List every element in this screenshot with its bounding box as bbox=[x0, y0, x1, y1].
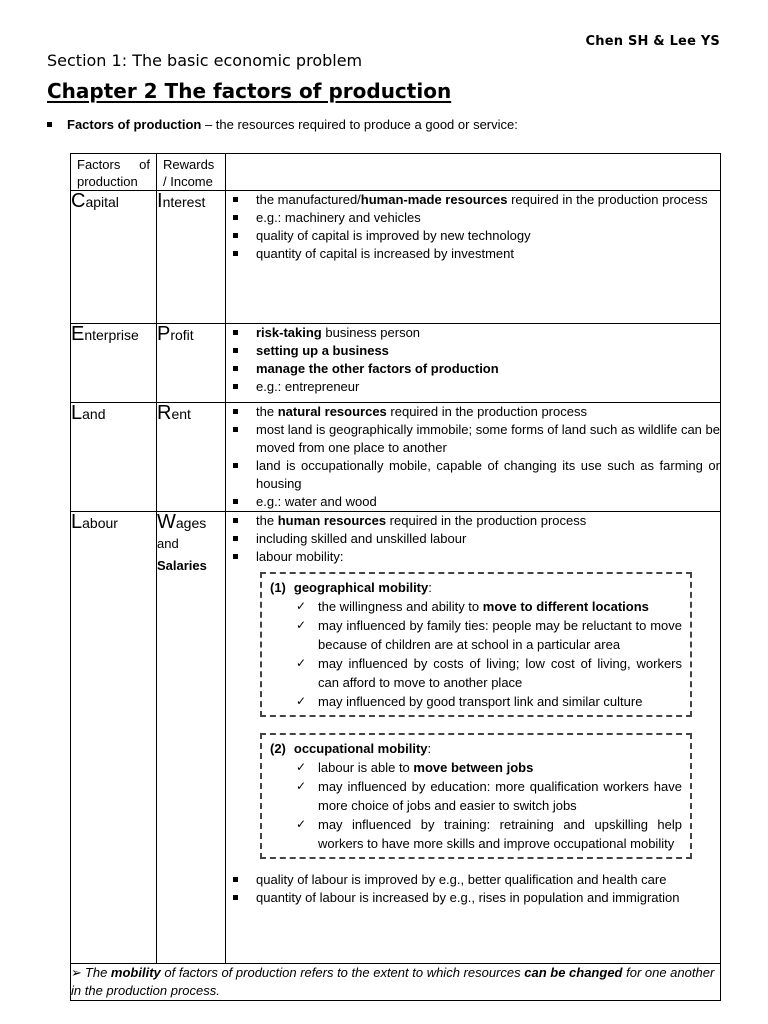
factor-rest: abour bbox=[82, 515, 118, 531]
factor-initial: C bbox=[71, 190, 86, 212]
list-item: ✓ labour is able to move between jobs bbox=[318, 758, 690, 777]
list-item: e.g.: machinery and vehicles bbox=[226, 209, 720, 227]
list-item: quality of capital is improved by new technology bbox=[226, 227, 720, 245]
table-row-enterprise bbox=[71, 324, 721, 403]
chapter-title: Chapter 2 The factors of production bbox=[47, 79, 452, 103]
list-item: ✓ may influenced by good transport link and similar culture bbox=[318, 692, 690, 711]
factor-initial: E bbox=[71, 323, 85, 345]
factor-rest: apital bbox=[85, 194, 119, 210]
reward-and: and bbox=[157, 536, 179, 551]
list-item: labour mobility: bbox=[226, 548, 720, 566]
list-item: quantity of capital is increased by investment bbox=[226, 245, 720, 263]
labour-description bbox=[226, 512, 721, 964]
header-factors-line1: Factors of bbox=[77, 157, 150, 172]
list-item: quality of labour is improved by e.g., better qualification and health care bbox=[226, 871, 720, 889]
enterprise-description bbox=[226, 324, 721, 403]
reward-salaries: Salaries bbox=[157, 558, 207, 573]
author-names: Chen SH & Lee YS bbox=[585, 34, 720, 49]
list-item: ✓ may influenced by training: retraining and upskilling help workers to have more skills and improve occupational mobility bbox=[318, 815, 690, 853]
list-item: land is occupationally mobile, capable of changing its use such as farming or housing bbox=[226, 457, 720, 493]
reward-rest: rofit bbox=[170, 327, 194, 343]
table-note-row bbox=[71, 964, 721, 1001]
table-row-land bbox=[71, 403, 721, 512]
header-factors bbox=[71, 154, 157, 191]
reward-initial: R bbox=[157, 402, 172, 424]
geographical-mobility-title: (1) geographical mobility: bbox=[270, 580, 432, 595]
reward-rent bbox=[157, 403, 226, 512]
factor-initial: L bbox=[71, 511, 83, 533]
reward-rest: ent bbox=[171, 406, 191, 422]
header-rewards bbox=[157, 154, 226, 191]
reward-initial: W bbox=[157, 511, 176, 533]
factor-enterprise bbox=[71, 324, 157, 403]
header-rewards-line2: / Income bbox=[163, 174, 213, 189]
table-header-row bbox=[71, 154, 721, 191]
reward-initial: I bbox=[157, 190, 163, 212]
header-factors-line2: production bbox=[77, 174, 138, 189]
list-item: setting up a business bbox=[226, 342, 720, 360]
list-item: including skilled and unskilled labour bbox=[226, 530, 720, 548]
header-rewards-line1: Rewards bbox=[163, 157, 215, 172]
occupational-mobility-box bbox=[260, 733, 692, 859]
reward-rest: nterest bbox=[162, 194, 206, 210]
list-item: e.g.: entrepreneur bbox=[226, 378, 720, 396]
list-item: ✓ may influenced by costs of living; low cost of living, workers can afford to move to another place bbox=[318, 654, 690, 692]
list-item: the human resources required in the production process bbox=[226, 512, 720, 530]
factor-rest: and bbox=[82, 406, 106, 422]
reward-rest: ages bbox=[175, 515, 207, 531]
factor-rest: nterprise bbox=[84, 327, 139, 343]
factor-capital bbox=[71, 191, 157, 324]
list-item: the manufactured/human-made resources required in the production process bbox=[226, 191, 720, 209]
mobility-note: ➢ The mobility of factors of production refers to the extent to which resources can be changed for one another in the production process. bbox=[71, 964, 721, 1001]
table-row-labour bbox=[71, 512, 721, 964]
geographical-mobility-box bbox=[260, 572, 692, 717]
reward-wages-salaries bbox=[157, 512, 226, 964]
table-row-capital bbox=[71, 191, 721, 324]
intro-line bbox=[47, 117, 518, 132]
factor-labour bbox=[71, 512, 157, 964]
factors-table bbox=[70, 153, 721, 1001]
occupational-mobility-title: (2) occupational mobility: bbox=[270, 741, 432, 756]
arrow-bullet-icon: ➢ bbox=[71, 965, 82, 980]
reward-initial: P bbox=[157, 323, 171, 345]
list-item: ✓ may influenced by family ties: people may be reluctant to move because of children are at school in a particular area bbox=[318, 616, 690, 654]
land-description bbox=[226, 403, 721, 512]
reward-profit bbox=[157, 324, 226, 403]
list-item: risk-taking business person bbox=[226, 324, 720, 342]
list-item: manage the other factors of production bbox=[226, 360, 720, 378]
square-bullet-icon bbox=[47, 122, 52, 127]
list-item: e.g.: water and wood bbox=[226, 493, 720, 511]
capital-description bbox=[226, 191, 721, 324]
list-item: most land is geographically immobile; some forms of land such as wildlife can be moved from one place to another bbox=[226, 421, 720, 457]
list-item: the natural resources required in the production process bbox=[226, 403, 720, 421]
list-item: ✓ the willingness and ability to move to different locations bbox=[318, 597, 690, 616]
factor-initial: L bbox=[71, 402, 83, 424]
section-title: Section 1: The basic economic problem bbox=[47, 51, 363, 70]
header-description bbox=[226, 154, 721, 191]
intro-term: Factors of production bbox=[67, 117, 202, 132]
list-item: ✓ may influenced by education: more qualification workers have more choice of jobs and easier to switch jobs bbox=[318, 777, 690, 815]
intro-definition: – the resources required to produce a good or service: bbox=[201, 117, 518, 132]
factor-land bbox=[71, 403, 157, 512]
reward-interest bbox=[157, 191, 226, 324]
list-item: quantity of labour is increased by e.g., rises in population and immigration bbox=[226, 889, 720, 907]
